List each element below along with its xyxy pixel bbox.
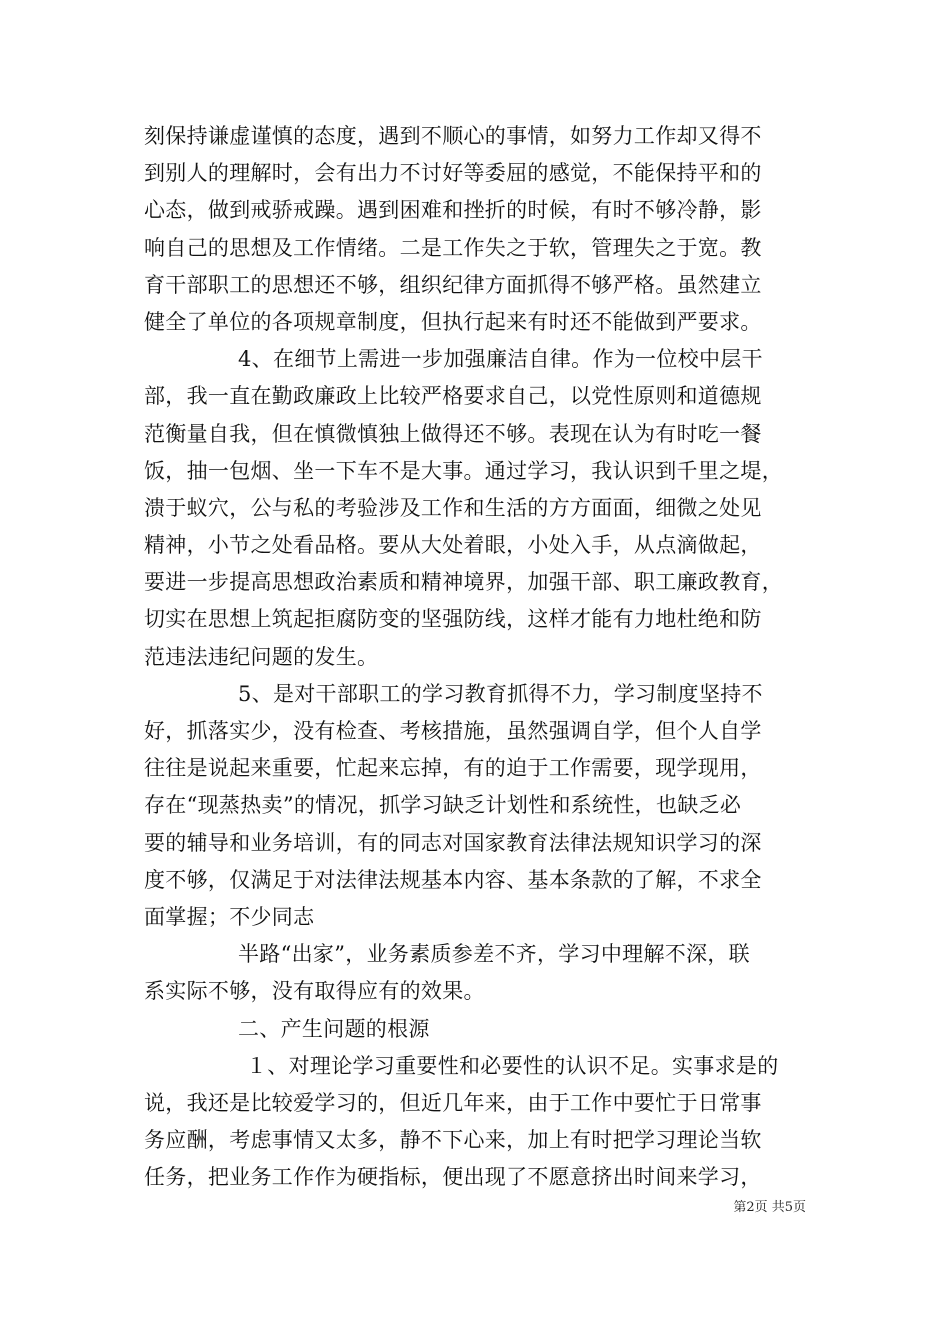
text-line: 说，我还是比较爱学习的，但近几年来，由于工作中要忙于日常事 bbox=[144, 1090, 762, 1115]
text-line: 务应酬，考虑事情又太多，静不下心来，加上有时把学习理论当软 bbox=[144, 1128, 762, 1153]
text-line: 精神，小节之处看品格。要从大处着眼，小处入手，从点滴做起， bbox=[144, 533, 762, 558]
paragraph-start-line: 4、在细节上需进一步加强廉洁自律。作为一位校中层干 bbox=[238, 347, 763, 372]
text-line: 响自己的思想及工作情绪。二是工作失之于软，管理失之于宽。教 bbox=[144, 235, 762, 260]
text-line: 要进一步提高思想政治素质和精神境界，加强干部、职工廉政教育， bbox=[144, 570, 783, 595]
paragraph-start-line: 5、是对干部职工的学习教育抓得不力，学习制度坚持不 bbox=[238, 681, 763, 706]
text-line: 范违法违纪问题的发生。 bbox=[144, 644, 379, 669]
section-heading: 二、产生问题的根源 bbox=[238, 1016, 430, 1041]
page-number: 第2页 共5页 bbox=[733, 1200, 806, 1215]
text-line: 切实在思想上筑起拒腐防变的坚强防线，这样才能有力地杜绝和防 bbox=[144, 607, 762, 632]
text-line: 范衡量自我，但在慎微慎独上做得还不够。表现在认为有时吃一餐 bbox=[144, 421, 762, 446]
text-line: 刻保持谦虚谨慎的态度，遇到不顺心的事情，如努力工作却又得不 bbox=[144, 124, 762, 148]
text-line: 部，我一直在勤政廉政上比较严格要求自己，以党性原则和道德规 bbox=[144, 384, 762, 409]
paragraph-start-line: 半路“出家”，业务素质参差不齐，学习中理解不深，联 bbox=[238, 942, 750, 967]
text-line: 到别人的理解时，会有出力不讨好等委屈的感觉，不能保持平和的 bbox=[144, 161, 762, 186]
text-line: 存在“现蒸热卖”的情况，抓学习缺乏计划性和系统性，也缺乏必 bbox=[144, 793, 742, 818]
text-line: 溃于蚁穴，公与私的考验涉及工作和生活的方方面面，细微之处见 bbox=[144, 495, 762, 520]
text-line: 面掌握；不少同志 bbox=[144, 904, 315, 929]
text-line: 度不够，仅满足于对法律法规基本内容、基本条款的了解，不求全 bbox=[144, 867, 762, 892]
text-line: 往往是说起来重要，忙起来忘掉，有的迫于工作需要，现学现用， bbox=[144, 756, 762, 781]
text-line: 心态，做到戒骄戒躁。遇到困难和挫折的时候，有时不够冷静，影 bbox=[144, 198, 762, 223]
text-line: 好，抓落实少，没有检查、考核措施，虽然强调自学，但个人自学 bbox=[144, 719, 762, 743]
text-line: 任务，把业务工作作为硬指标，便出现了不愿意挤出时间来学习， bbox=[144, 1165, 762, 1190]
text-line: 健全了单位的各项规章制度，但执行起来有时还不能做到严要求。 bbox=[144, 309, 762, 334]
document-body bbox=[144, 118, 810, 1196]
text-line: 要的辅导和业务培训，有的同志对国家教育法律法规知识学习的深 bbox=[144, 830, 762, 855]
text-line: 饭，抽一包烟、坐一下车不是大事。通过学习，我认识到千里之堤， bbox=[144, 458, 783, 483]
text-line: 系实际不够，没有取得应有的效果。 bbox=[144, 979, 485, 1004]
text-line: 育干部职工的思想还不够，组织纪律方面抓得不够严格。虽然建立 bbox=[144, 272, 762, 297]
paragraph-start-line: １、对理论学习重要性和必要性的认识不足。实事求是的 bbox=[246, 1053, 779, 1078]
